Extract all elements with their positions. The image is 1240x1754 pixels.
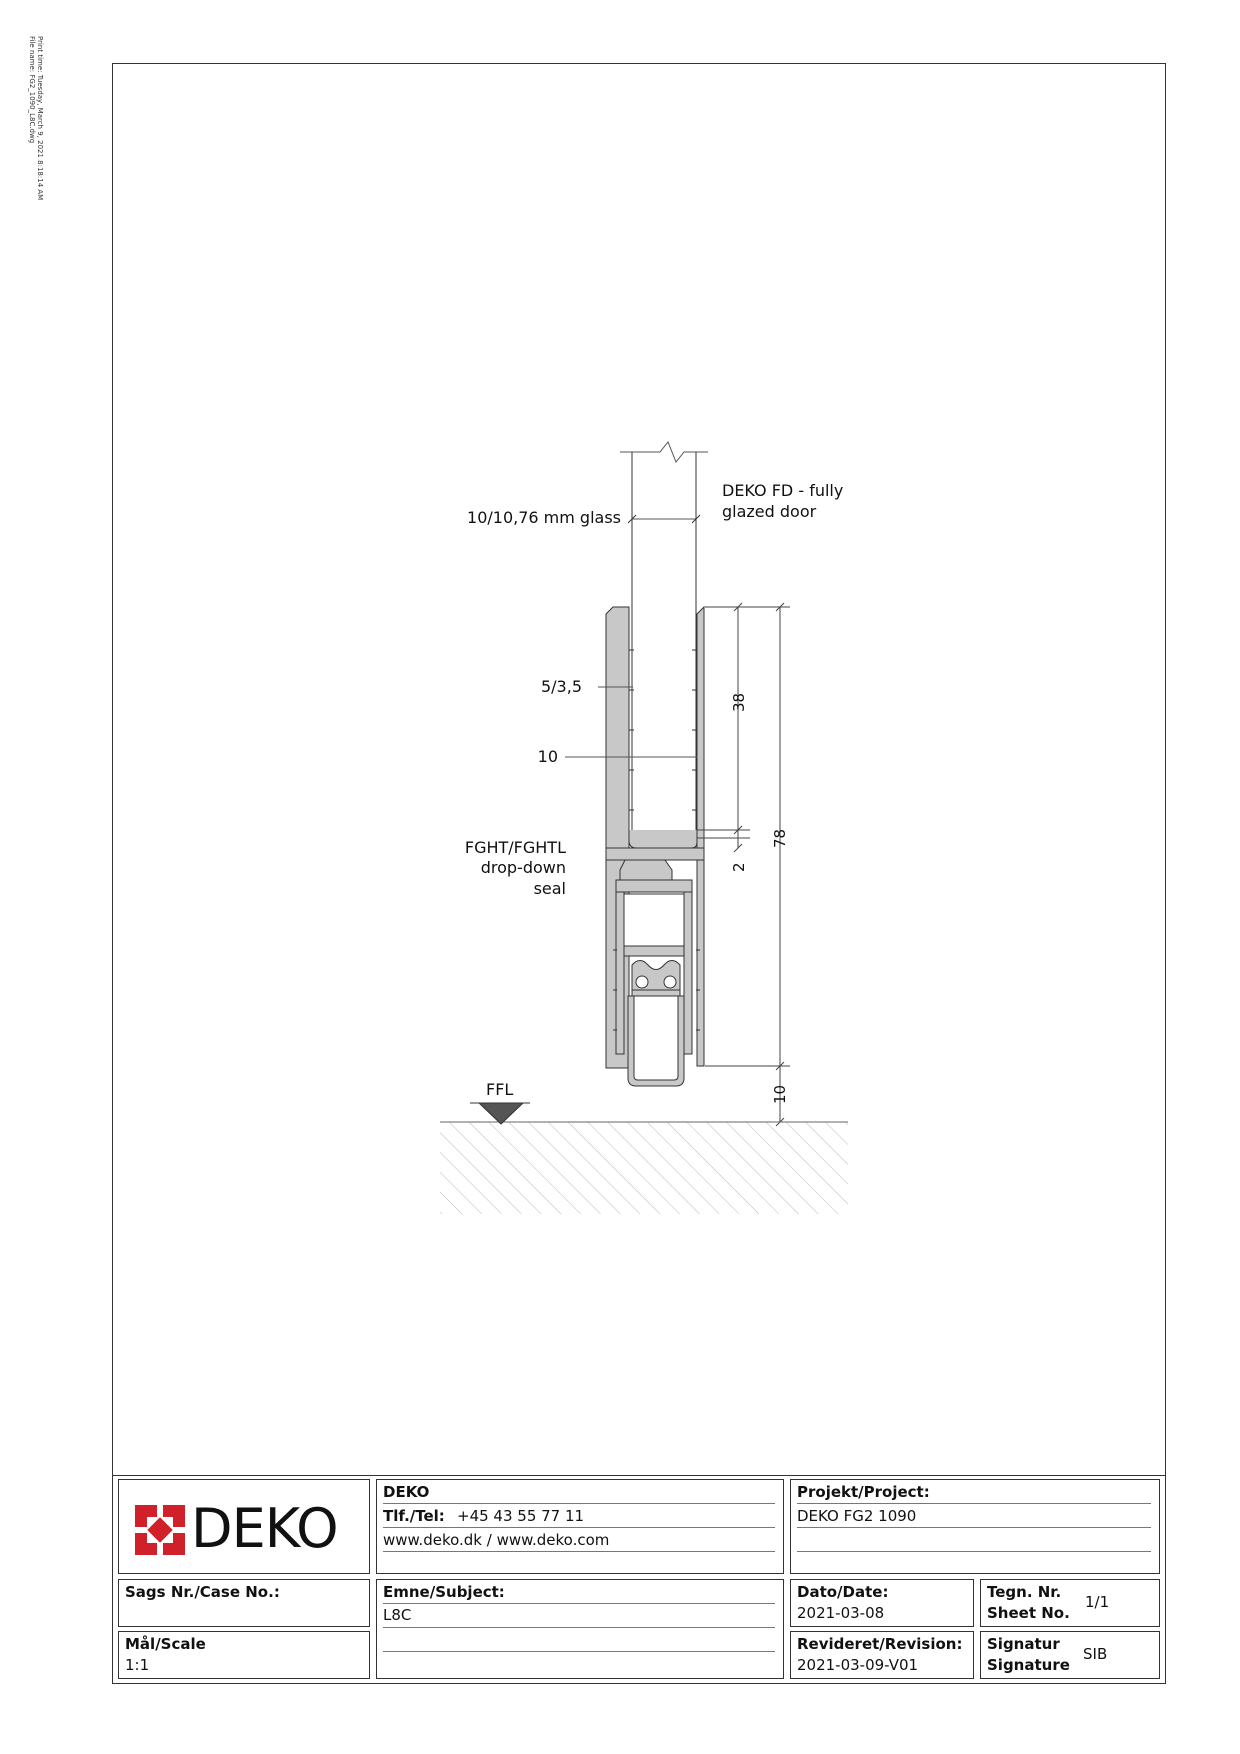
case-label: Sags Nr./Case No.: xyxy=(125,1583,280,1601)
signature-label-2: Signature xyxy=(987,1656,1070,1674)
tel-label: Tlf./Tel: xyxy=(383,1507,445,1525)
label-ten: 10 xyxy=(537,747,558,766)
company-cell xyxy=(376,1479,784,1574)
signature-cell xyxy=(980,1631,1160,1679)
scale-cell xyxy=(118,1631,370,1679)
subject-value: L8C xyxy=(383,1606,412,1624)
project-value: DEKO FG2 1090 xyxy=(797,1507,917,1525)
seal-inner-wall-r xyxy=(684,892,692,1054)
scale-label: Mål/Scale xyxy=(125,1635,206,1653)
revision-cell xyxy=(790,1631,974,1679)
dim-78: 78 xyxy=(771,828,789,848)
seal-rubber xyxy=(628,996,684,1086)
profile-web xyxy=(606,848,704,860)
dim-38: 38 xyxy=(730,692,748,712)
logo-text: DEKO xyxy=(191,1497,338,1560)
sheet-cell xyxy=(980,1579,1160,1627)
dim-10: 10 xyxy=(771,1084,789,1104)
glass-pane xyxy=(620,442,708,830)
date-value: 2021-03-08 xyxy=(797,1604,885,1622)
glass-channel xyxy=(629,830,697,848)
seal-mechanism xyxy=(624,946,684,996)
profile-right xyxy=(697,607,704,1066)
date-label: Dato/Date: xyxy=(797,1583,889,1601)
sheet-label-1: Tegn. Nr. xyxy=(987,1583,1062,1601)
file-name: File name: FG2_1090_L8C.dwg xyxy=(28,36,36,144)
case-cell xyxy=(118,1579,370,1627)
label-seal-2: drop-down xyxy=(480,858,566,877)
seal-cap xyxy=(620,860,672,880)
project-label: Projekt/Project: xyxy=(797,1483,930,1501)
seal-housing xyxy=(616,880,692,892)
date-cell xyxy=(790,1579,974,1627)
revision-value: 2021-03-09-V01 xyxy=(797,1656,919,1674)
company-name: DEKO xyxy=(383,1483,430,1501)
sheet-label-2: Sheet No. xyxy=(987,1604,1070,1622)
label-door: DEKO FD - fully xyxy=(722,481,844,500)
project-cell xyxy=(790,1479,1160,1574)
signature-value: SIB xyxy=(1083,1645,1108,1663)
floor xyxy=(440,1122,848,1214)
sheet-value: 1/1 xyxy=(1085,1593,1110,1611)
label-seal-1: FGHT/FGHTL xyxy=(464,838,566,857)
ffl-marker-icon xyxy=(479,1103,523,1124)
seal-inner-wall-l xyxy=(616,892,624,1054)
scale-value: 1:1 xyxy=(125,1656,150,1674)
label-gasket: 5/3,5 xyxy=(540,677,582,696)
subject-cell xyxy=(376,1579,784,1679)
leader-lines xyxy=(565,687,697,757)
tel-value: +45 43 55 77 11 xyxy=(457,1507,585,1525)
dim-2: 2 xyxy=(730,862,748,872)
label-seal-3: seal xyxy=(533,879,566,898)
deko-logo-icon xyxy=(135,1505,185,1555)
revision-label: Revideret/Revision: xyxy=(797,1635,963,1653)
label-door-2: glazed door xyxy=(722,502,817,521)
signature-label-1: Signatur xyxy=(987,1635,1060,1653)
print-time: Print time: Tuesday, March 9, 2021 8:18:14 AM xyxy=(36,36,44,201)
website: www.deko.dk / www.deko.com xyxy=(383,1531,610,1549)
logo-cell xyxy=(118,1479,370,1574)
seal-spring-box xyxy=(624,894,684,946)
subject-label: Emne/Subject: xyxy=(383,1583,505,1601)
label-glass: 10/10,76 mm glass xyxy=(467,508,621,527)
label-ffl: FFL xyxy=(486,1080,514,1099)
